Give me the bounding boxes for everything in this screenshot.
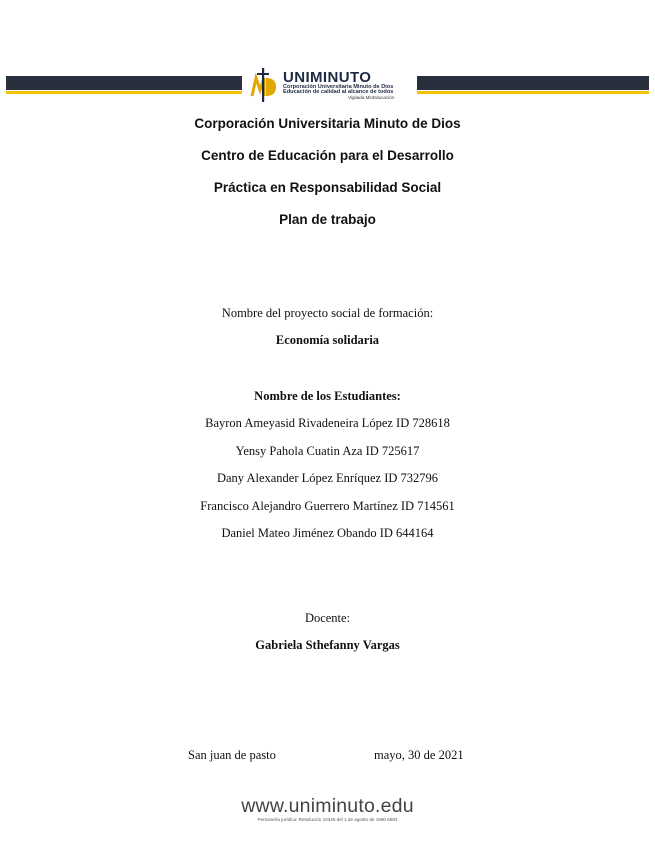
title-center: Centro de Educación para el Desarrollo: [201, 148, 454, 163]
title-university: Corporación Universitaria Minuto de Dios: [194, 116, 461, 131]
date-text: mayo, 30 de 2021: [374, 748, 464, 762]
student-item: Bayron Ameyasid Rivadeneira López ID 728618: [205, 416, 450, 430]
logo-vigilada: Vigilada MinEducación: [348, 95, 395, 100]
logo-subtitle: Corporación Universitaria Minuto de Dios: [283, 84, 394, 90]
uniminuto-emblem-icon: [250, 68, 278, 102]
project-label: Nombre del proyecto social de formación:: [221, 306, 434, 320]
logo-tagline: Educación de calidad al alcance de todos: [283, 89, 394, 95]
header-banner: [6, 69, 649, 100]
place-text: San juan de pasto: [188, 748, 276, 762]
uniminuto-logo: [250, 68, 415, 102]
logo-wordmark: UNIMINUTO: [283, 69, 372, 86]
title-practice: Práctica en Responsabilidad Social: [213, 180, 442, 195]
teacher-name: Gabriela Sthefanny Vargas: [255, 638, 400, 652]
title-plan: Plan de trabajo: [279, 212, 376, 227]
student-item: Daniel Mateo Jiménez Obando ID 644164: [221, 526, 434, 540]
teacher-label: Docente:: [304, 611, 351, 625]
student-item: Francisco Alejandro Guerrero Martínez ID 714561: [200, 499, 455, 513]
banner-bar-right: [417, 76, 649, 90]
website-url: www.uniminuto.edu: [241, 795, 414, 817]
project-name: Economía solidaria: [275, 333, 380, 347]
student-item: Dany Alexander López Enríquez ID 732796: [216, 471, 439, 485]
legal-notice: Personería jurídica: Resolución 10345 del 1 de agosto de 1990 MEN: [257, 817, 398, 822]
student-item: Yensy Pahola Cuatin Aza ID 725617: [235, 444, 420, 458]
banner-bar-left: [6, 76, 242, 90]
students-label: Nombre de los Estudiantes:: [254, 389, 401, 403]
